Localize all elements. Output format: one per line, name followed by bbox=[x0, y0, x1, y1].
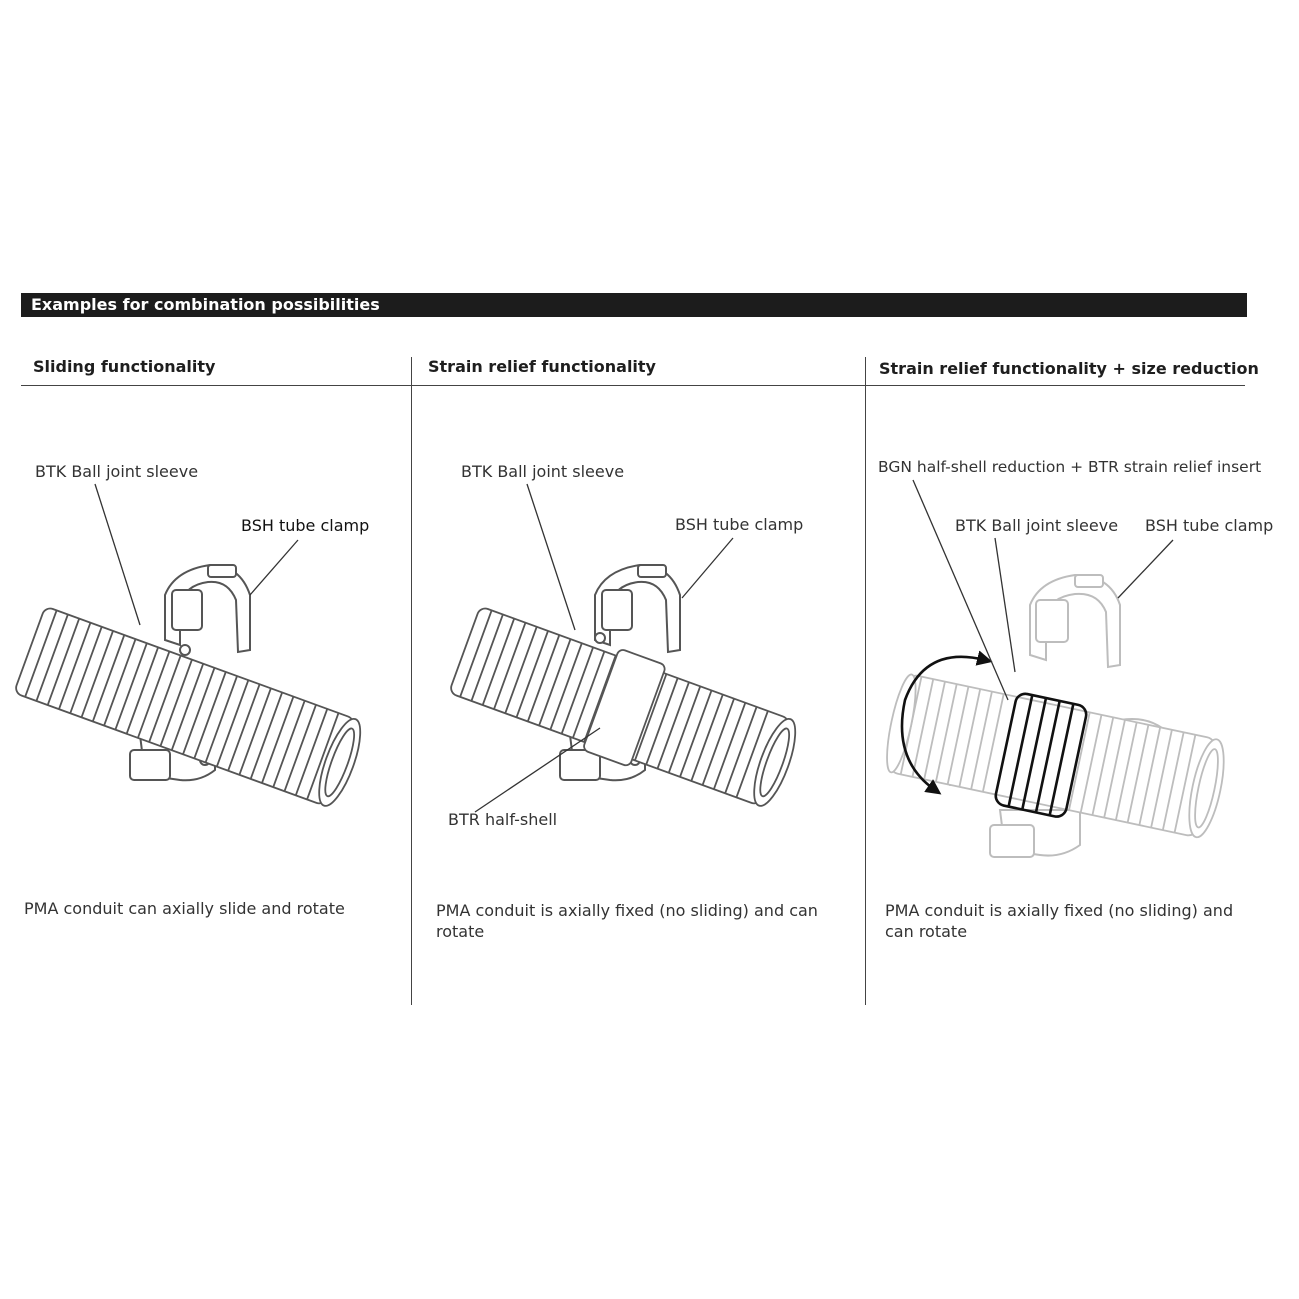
section-banner: Examples for combination possibilities bbox=[21, 293, 1247, 317]
column-title-sliding: Sliding functionality bbox=[33, 357, 216, 376]
column-title-strain-relief: Strain relief functionality bbox=[428, 357, 656, 376]
label-btk-ball-joint-sleeve-2: BTK Ball joint sleeve bbox=[461, 462, 625, 481]
description-strain-relief: PMA conduit is axially fixed (no sliding) and can rotate bbox=[436, 901, 818, 941]
label-bgn-reduction: BGN half-shell reduction + BTR strain relief insert bbox=[878, 458, 1262, 476]
conduit-drawing-2 bbox=[446, 599, 806, 818]
label-btk-ball-joint-sleeve-3: BTK Ball joint sleeve bbox=[955, 516, 1119, 535]
label-bsh-tube-clamp-2: BSH tube clamp bbox=[675, 515, 804, 534]
description-size-reduction: PMA conduit is axially fixed (no sliding) and can rotate bbox=[885, 901, 1234, 941]
label-bsh-tube-clamp-3: BSH tube clamp bbox=[1145, 516, 1274, 535]
label-btr-half-shell: BTR half-shell bbox=[448, 810, 558, 829]
label-bsh-tube-clamp-1: BSH tube clamp bbox=[241, 516, 370, 535]
column-title-size-reduction: Strain relief functionality + size reduction bbox=[879, 359, 1259, 378]
label-btk-ball-joint-sleeve-1: BTK Ball joint sleeve bbox=[35, 462, 199, 481]
description-sliding: PMA conduit can axially slide and rotate bbox=[24, 899, 345, 918]
